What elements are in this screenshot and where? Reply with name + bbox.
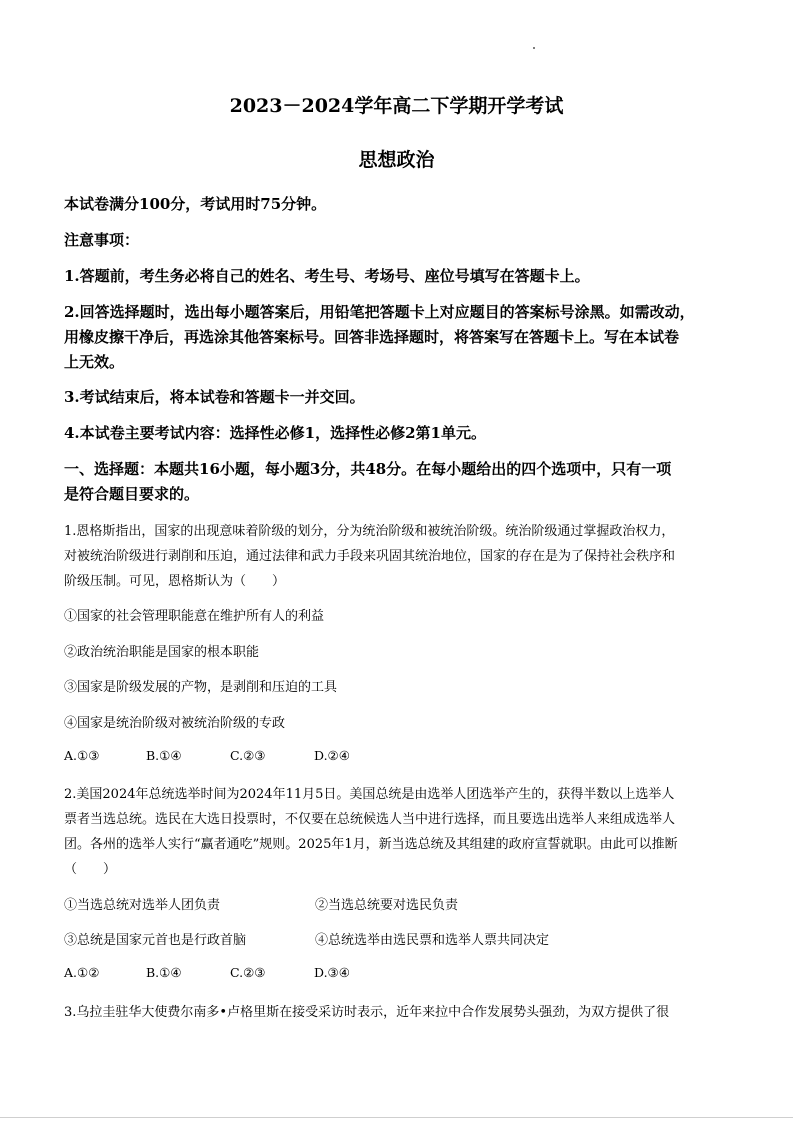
q1-stem-line-2: 对被统治阶级进行剥削和压迫，通过法律和武力手段来巩固其统治地位，国家的存在是为了保持社会秩序和 <box>64 549 676 564</box>
q2-option-c: C.②③ <box>230 965 266 980</box>
q2-option-b: B.①④ <box>146 965 182 980</box>
notes-item-2-line-2: 用橡皮擦干净后，再选涂其他答案标号。回答非选择题时，将答案写在答题卡上。写在本试卷 <box>64 328 680 346</box>
notes-item-2-line-1: 2.回答选择题时，选出每小题答案后，用铅笔把答题卡上对应题目的答案标号涂黑。如需改动， <box>64 303 695 321</box>
q1-statement-2: ②政治统治职能是国家的根本职能 <box>64 645 260 660</box>
notes-item-3: 3.考试结束后，将本试卷和答题卡一并交回。 <box>64 388 365 406</box>
q2-option-a: A.①② <box>64 965 100 980</box>
notes-item-4: 4.本试卷主要考试内容：选择性必修1，选择性必修2第1单元。 <box>64 424 486 442</box>
q1-stem-line-1: 1.恩格斯指出，国家的出现意味着阶级的划分，分为统治阶级和被统治阶级。统治阶级通过掌握政治权力， <box>64 524 675 539</box>
page-bottom-divider <box>0 1117 793 1118</box>
exam-title: 2023－2024学年高二下学期开学考试 <box>229 95 564 117</box>
q2-option-d: D.③④ <box>314 965 350 980</box>
q2-statement-4: ④总统选举由选民票和选举人票共同决定 <box>315 933 550 948</box>
q1-option-a: A.①③ <box>64 748 100 763</box>
q1-option-d: D.②④ <box>314 748 350 763</box>
subject-title: 思想政治 <box>358 149 435 171</box>
notes-item-1: 1.答题前，考生务必将自己的姓名、考生号、考场号、座位号填写在答题卡上。 <box>64 267 590 285</box>
section-heading-line-1: 一、选择题：本题共16小题，每小题3分，共48分。在每小题给出的四个选项中，只有一项 <box>64 460 672 478</box>
scan-dot <box>533 47 535 49</box>
q2-statement-2: ②当选总统要对选民负责 <box>315 898 459 913</box>
q2-statement-1: ①当选总统对选举人团负责 <box>64 898 221 913</box>
notes-item-2-line-3: 上无效。 <box>64 353 125 371</box>
notes-intro: 本试卷满分100分，考试用时75分钟。 <box>64 195 327 213</box>
q1-statement-3: ③国家是阶级发展的产物，是剥削和压迫的工具 <box>64 680 338 695</box>
q1-option-c: C.②③ <box>230 748 266 763</box>
q1-option-b: B.①④ <box>146 748 182 763</box>
q2-stem-line-4: （ ） <box>64 862 117 877</box>
q2-stem-line-1: 2.美国2024年总统选举时间为2024年11月5日。美国总统是由选举人团选举产生的，获得半数以上选举人 <box>64 787 675 802</box>
q2-stem-line-2: 票者当选总统。选民在大选日投票时，不仅要在总统候选人当中进行选择，而且要选出选举人来组成选举人 <box>64 812 676 827</box>
q1-statement-4: ④国家是统治阶级对被统治阶级的专政 <box>64 716 286 731</box>
section-heading-line-2: 是符合题目要求的。 <box>64 485 200 503</box>
q2-statement-3: ③总统是国家元首也是行政首脑 <box>64 933 247 948</box>
q3-stem-line-1: 3.乌拉圭驻华大使费尔南多•卢格里斯在接受采访时表示，近年来拉中合作发展势头强劲，为双方提供了很 <box>64 1005 670 1020</box>
q1-statement-1: ①国家的社会管理职能意在维护所有人的利益 <box>64 609 325 624</box>
q2-stem-line-3: 团。各州的选举人实行“赢者通吃”规则。2025年1月，新当选总统及其组建的政府宣誓就职。由此可以推断 <box>64 837 678 852</box>
notes-heading: 注意事项： <box>64 231 140 249</box>
q1-stem-line-3: 阶级压制。可见，恩格斯认为（ ） <box>64 574 286 589</box>
